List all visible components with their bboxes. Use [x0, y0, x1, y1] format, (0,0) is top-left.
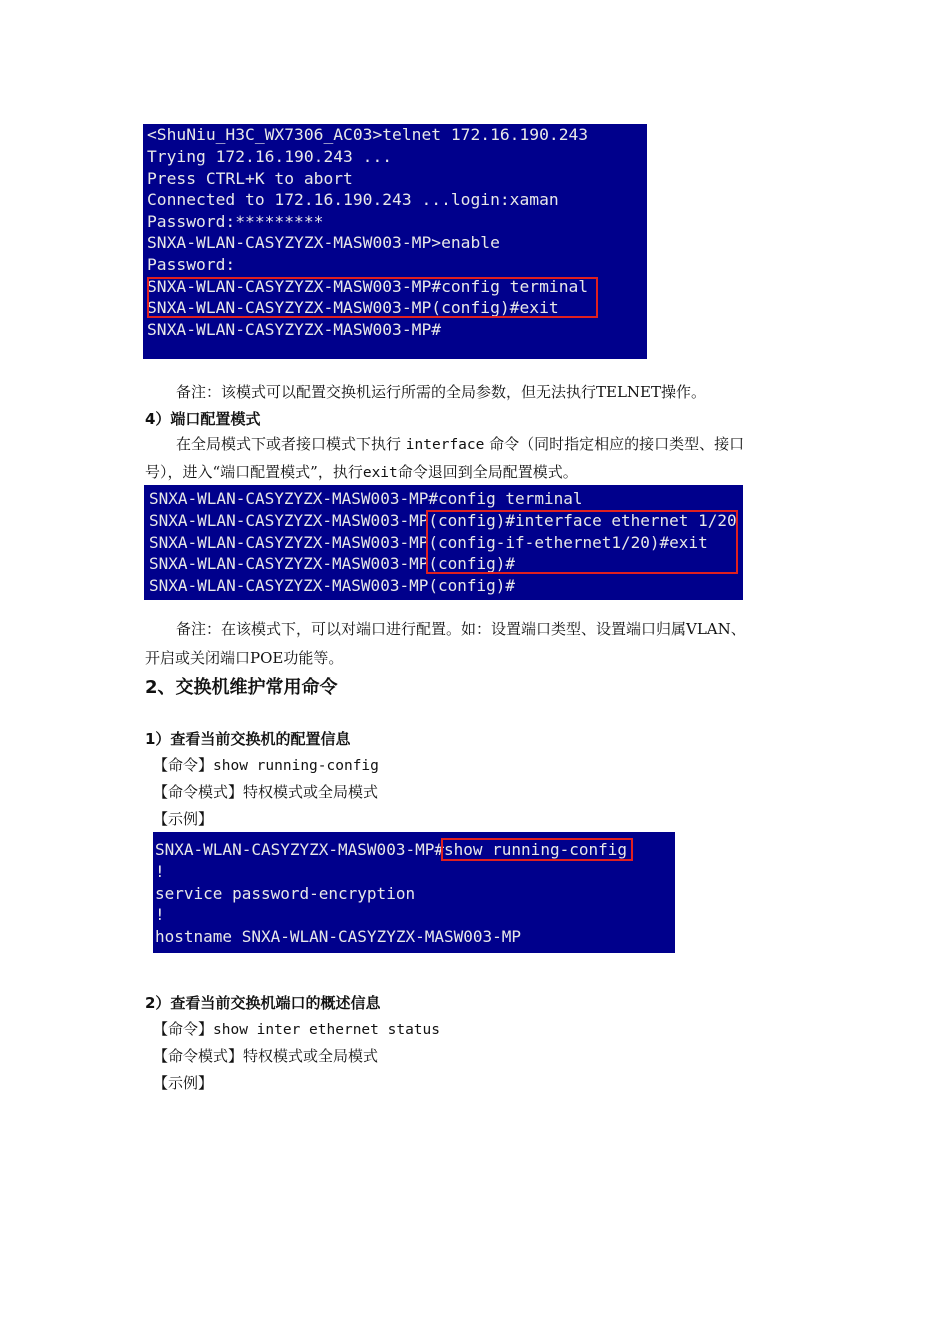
terminal-line: SNXA-WLAN-CASYZYZX-MASW003-MP#	[147, 320, 442, 339]
example-label: 【示例】	[153, 1074, 214, 1092]
mode-text: 特权模式或全局模式	[243, 1047, 379, 1065]
terminal-line: Connected to 172.16.190.243 ...login:xaman	[147, 190, 559, 209]
command-line	[153, 754, 379, 775]
section-heading-maintenance: 2、交换机维护常用命令	[145, 677, 338, 698]
terminal-line: SNXA-WLAN-CASYZYZX-MASW003-MP(config)#interface ethernet 1/20	[149, 511, 737, 530]
terminal-line: hostname SNXA-WLAN-CASYZYZX-MASW003-MP	[155, 927, 522, 946]
highlight-box	[441, 838, 633, 861]
note-mode-global: 备注：该模式可以配置交换机运行所需的全局参数，但无法执行TELNET操作。	[176, 383, 706, 401]
terminal-line: SNXA-WLAN-CASYZYZX-MASW003-MP>enable	[147, 233, 500, 252]
terminal-screenshot-2	[144, 485, 743, 600]
paragraph-line	[176, 433, 744, 454]
inline-command: interface	[405, 437, 485, 453]
section-heading-port-config: 4）端口配置模式	[145, 410, 261, 428]
command-label: 【命令】	[153, 756, 214, 774]
terminal-line: SNXA-WLAN-CASYZYZX-MASW003-MP#config terminal	[147, 277, 589, 296]
note-port-config-cont: 开启或关闭端口POE功能等。	[145, 649, 344, 667]
paragraph-text: 在全局模式下或者接口模式下执行	[176, 435, 402, 453]
mode-label: 【命令模式】	[153, 783, 244, 801]
note-port-config: 备注：在该模式下，可以对端口进行配置。如：设置端口类型、设置端口归属VLAN、	[176, 620, 746, 638]
highlight-box	[147, 277, 598, 318]
terminal-line: Password:	[147, 255, 236, 274]
item-heading-running-config: 1）查看当前交换机的配置信息	[145, 730, 351, 748]
terminal-line: Press CTRL+K to abort	[147, 169, 353, 188]
terminal-line: !	[155, 862, 165, 881]
highlight-box	[426, 510, 738, 574]
paragraph-line	[145, 461, 578, 482]
terminal-line: !	[155, 905, 165, 924]
terminal-screenshot-1	[143, 124, 647, 359]
command-line	[153, 1018, 440, 1039]
mode-text: 特权模式或全局模式	[243, 783, 379, 801]
paragraph-text: 命令（同时指定相应的接口类型、接口	[489, 435, 745, 453]
inline-command: exit	[362, 465, 398, 481]
terminal-line: <ShuNiu_H3C_WX7306_AC03>telnet 172.16.190.243	[147, 125, 589, 144]
command-text: show running-config	[213, 758, 379, 774]
command-text: show inter ethernet status	[213, 1022, 440, 1038]
terminal-line: Trying 172.16.190.243 ...	[147, 147, 393, 166]
paragraph-text: 号），进入“端口配置模式”，执行	[145, 463, 363, 481]
terminal-screenshot-3	[153, 832, 675, 953]
item-heading-port-status: 2）查看当前交换机端口的概述信息	[145, 994, 381, 1012]
terminal-line: SNXA-WLAN-CASYZYZX-MASW003-MP(config)#	[149, 554, 516, 573]
terminal-line: SNXA-WLAN-CASYZYZX-MASW003-MP(config)#	[149, 576, 516, 595]
terminal-line: SNXA-WLAN-CASYZYZX-MASW003-MP(config-if-ethernet1/20)#exit	[149, 533, 708, 552]
mode-label: 【命令模式】	[153, 1047, 244, 1065]
terminal-line: SNXA-WLAN-CASYZYZX-MASW003-MP#show running-config	[155, 840, 628, 859]
mode-line	[153, 781, 378, 802]
mode-line	[153, 1045, 378, 1066]
terminal-line: SNXA-WLAN-CASYZYZX-MASW003-MP#config terminal	[149, 489, 583, 508]
terminal-line: Password:*********	[147, 212, 324, 231]
paragraph-text: 命令退回到全局配置模式。	[397, 463, 578, 481]
command-label: 【命令】	[153, 1020, 214, 1038]
terminal-line: service password-encryption	[155, 884, 416, 903]
example-label: 【示例】	[153, 810, 214, 828]
terminal-line: SNXA-WLAN-CASYZYZX-MASW003-MP(config)#exit	[147, 298, 559, 317]
